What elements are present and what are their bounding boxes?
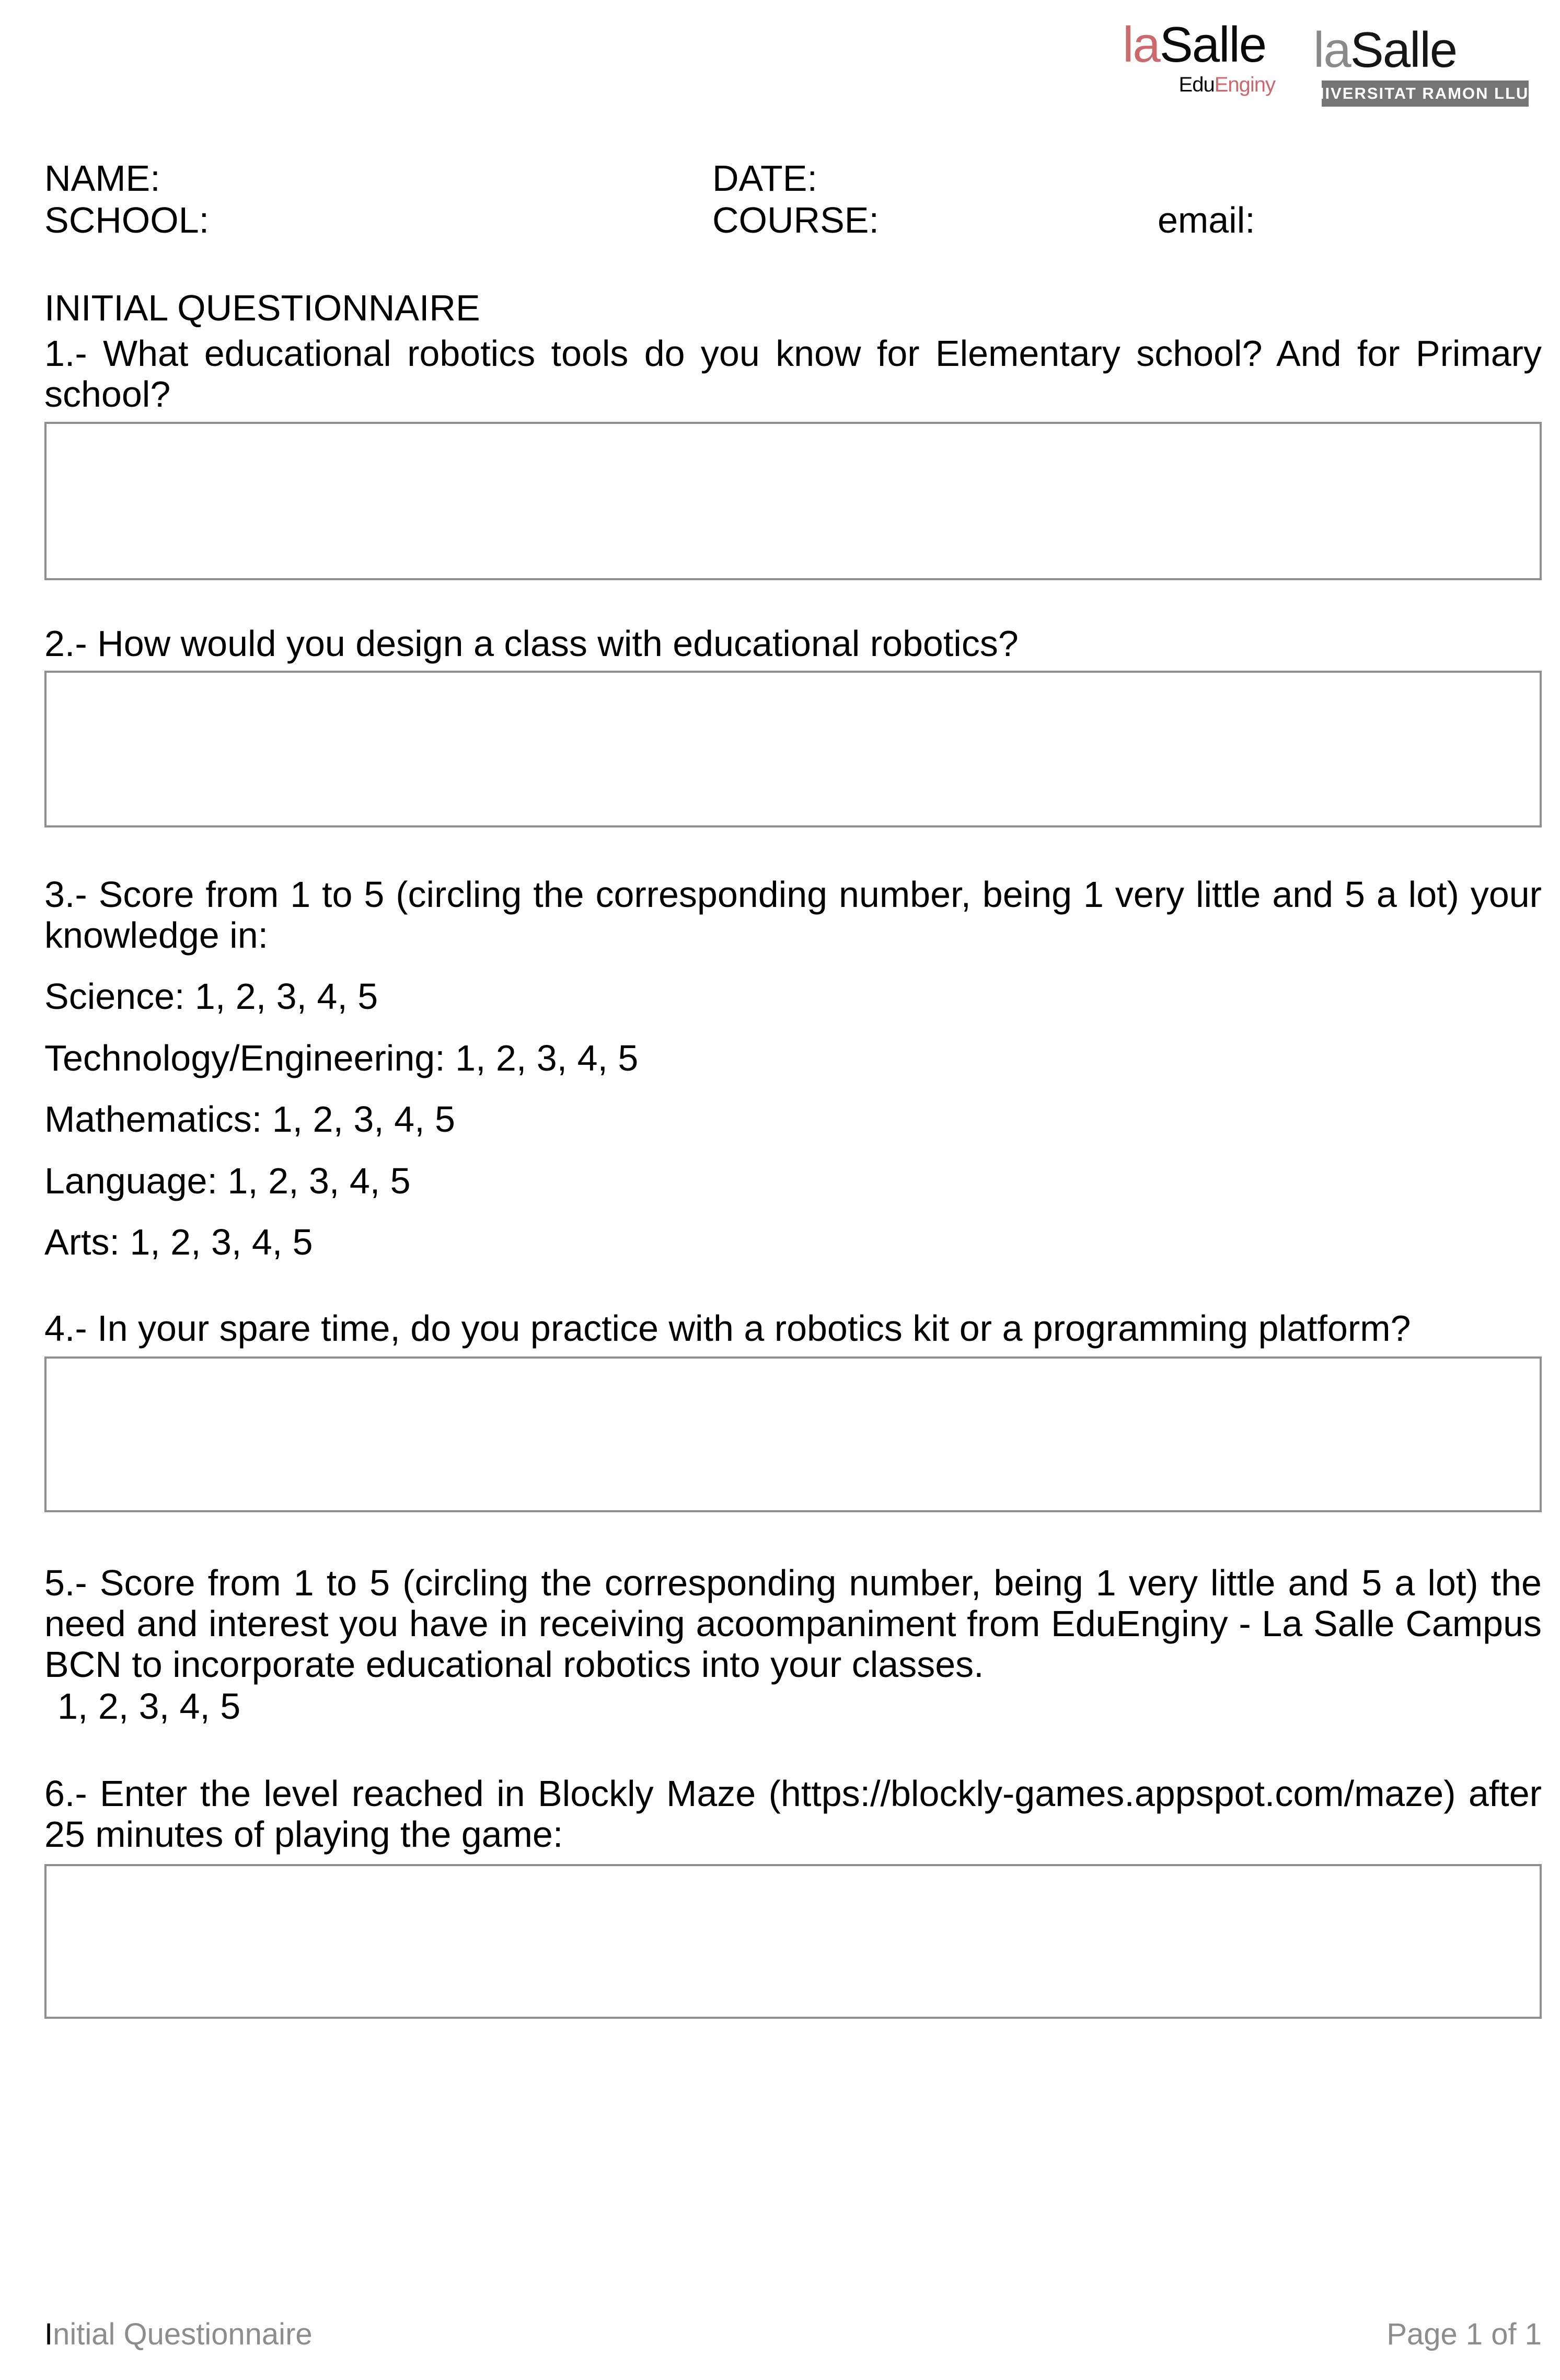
answer-box-q2[interactable] [44,671,1542,827]
email-label: email: [1158,200,1255,240]
footer-doc-title-initial: I [44,2317,53,2351]
question-2-text: 2.- How would you design a class with educational robotics? [44,623,1019,664]
answer-box-q4[interactable] [44,1356,1542,1512]
footer-page-number: Page 1 of 1 [1386,2317,1542,2351]
edu-text: Edu [1178,73,1215,96]
lasalle-url-logo [1299,22,1551,107]
score-line-language: Language: 1, 2, 3, 4, 5 [44,1160,411,1201]
score-line-mathematics: Mathematics: 1, 2, 3, 4, 5 [44,1099,455,1140]
question-3-text: 3.- Score from 1 to 5 (circling the corresponding number, being 1 very little and 5 a lot) your knowledge in: [44,874,1542,956]
answer-box-q6[interactable] [44,1864,1542,2019]
school-label: SCHOOL: [44,200,210,240]
footer-doc-title [44,2318,313,2351]
universitat-ramon-llull-banner: UNIVERSITAT RAMON LLULL [1322,81,1529,107]
logo-la-text: la [1123,17,1160,73]
question-1-text: 1.- What educational robotics tools do you know for Elementary school? And for Primary school? [44,333,1542,415]
question-5-text: 5.- Score from 1 to 5 (circling the corresponding number, being 1 very little and 5 a lot) the need and interest you have in receiving acoompaniment from EduEnginy - La Salle Campus BCN to incorporate educational robotics into your classes. [44,1562,1542,1685]
lasalle-url-wordmark [1313,24,1529,76]
lasalle-eduenginy-logo [1123,19,1275,96]
question-6-text: 6.- Enter the level reached in Blockly Maze (https://blockly-games.appspot.com/maze) after 25 minutes of playing the game: [44,1773,1542,1855]
score-line-arts: Arts: 1, 2, 3, 4, 5 [44,1222,313,1262]
footer-doc-title-rest: nitial Questionnaire [53,2317,313,2351]
date-label: DATE: [712,158,817,199]
name-label: NAME: [44,158,160,199]
logo-salle-text: Salle [1159,17,1266,73]
logo-salle-text: Salle [1350,22,1457,78]
score-line-technology-engineering: Technology/Engineering: 1, 2, 3, 4, 5 [44,1038,639,1078]
page-title: INITIAL QUESTIONNAIRE [44,288,480,328]
eduenginy-subtitle [1123,73,1275,96]
course-label: COURSE: [712,200,879,240]
score-line-science: Science: 1, 2, 3, 4, 5 [44,976,378,1017]
answer-box-q1[interactable] [44,422,1542,580]
logo-la-text: la [1313,22,1350,78]
enginy-text: Enginy [1214,73,1275,96]
question-5-scale: 1, 2, 3, 4, 5 [57,1686,241,1727]
question-4-text: 4.- In your spare time, do you practice with a robotics kit or a programming platform? [44,1308,1411,1349]
lasalle-eduenginy-wordmark [1123,19,1275,71]
